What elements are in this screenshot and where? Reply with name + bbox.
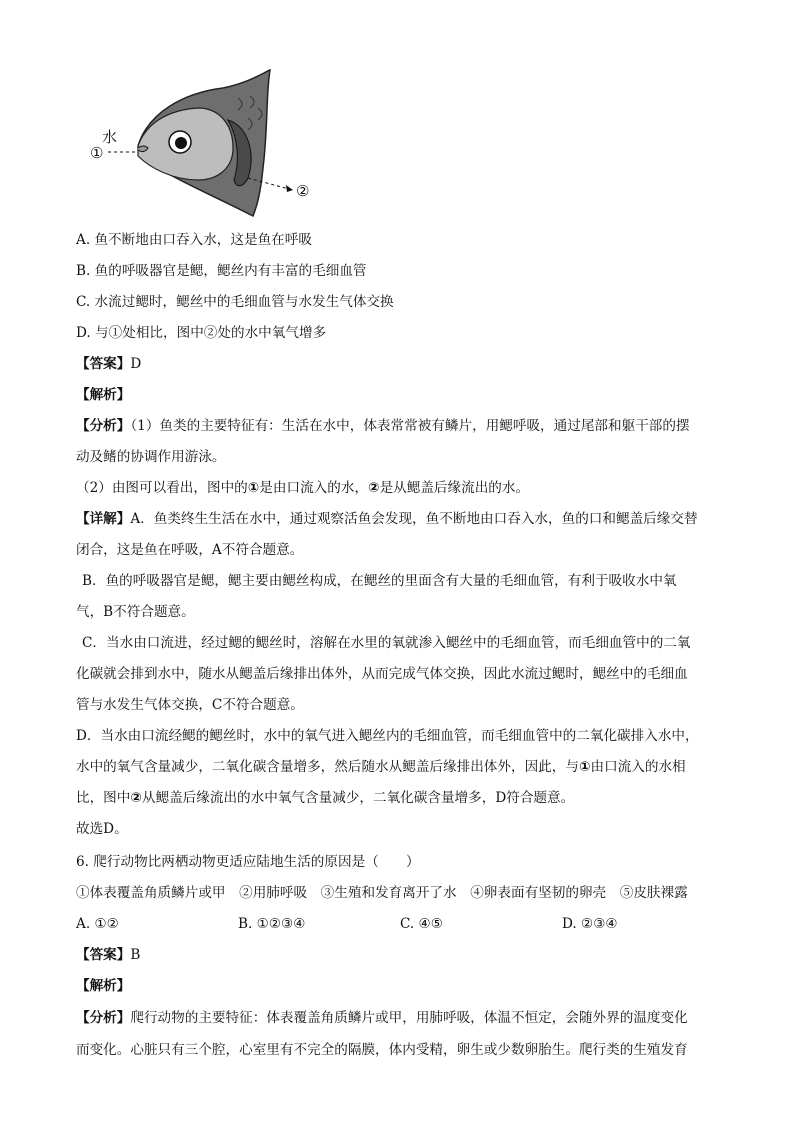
q5-option-c: C. 水流过鳃时，鳃丝中的毛细血管与水发生气体交换 <box>76 294 394 310</box>
q5-detail-c1: C．当水由口流进，经过鳃的鳃丝时，溶解在水里的氧就渗入鳃丝中的毛细血管，而毛细血管中的二氧 <box>82 635 691 651</box>
q5-conclusion: 故选D。 <box>76 821 128 837</box>
label-1: ① <box>90 144 104 162</box>
q5-option-a: A. 鱼不断地由口吞入水，这是鱼在呼吸 <box>76 232 312 248</box>
q6-fenxi-2: 而变化。心脏只有三个腔，心室里有不完全的隔膜，体内受精，卵生或少数卵胎生。爬行类的生殖发育 <box>76 1042 688 1058</box>
answer-tag: 【答案】 <box>76 356 131 372</box>
q6-option-a: A. ①② <box>76 916 119 932</box>
q5-detail-d2: 水中的氧气含量减少，二氧化碳含量增多，然后随水从鳃盖后缘排出体外，因此，与①由口流入的水相 <box>76 759 686 775</box>
answer-value: D <box>130 356 142 372</box>
fish-figure <box>88 68 328 218</box>
q6-option-c: C. ④⑤ <box>400 916 443 932</box>
fish-pupil <box>175 137 187 149</box>
label-2: ② <box>296 182 310 200</box>
q5-option-b: B. 鱼的呼吸器官是鳃，鳃丝内有丰富的毛细血管 <box>76 263 367 279</box>
q5-fenxi-1b: 动及鳍的协调作用游泳。 <box>76 449 226 465</box>
q6-analysis-heading: 【解析】 <box>76 978 131 994</box>
q5-detail-b1: B．鱼的呼吸器官是鳃，鳃主要由鳃丝构成，在鳃丝的里面含有大量的毛细血管，有利于吸收水中氧 <box>82 573 677 589</box>
q5-detail-b2: 气，B不符合题意。 <box>76 604 195 620</box>
q5-detail-a1: 【详解】A．鱼类终生生活在水中，通过观察活鱼会发现，鱼不断地由口吞入水，鱼的口和鳃盖后缘交替 <box>76 511 698 527</box>
q6-items: ①体表覆盖角质鳞片或甲 ②用肺呼吸 ③生殖和发育离开了水 ④卵表面有坚韧的卵壳 ⑤皮肤裸露 <box>76 885 688 901</box>
label-water: 水 <box>102 128 118 146</box>
q5-detail-c3: 管与水发生气体交换，C不符合题意。 <box>76 697 304 713</box>
q5-detail-d3: 比，图中②从鳃盖后缘流出的水中氧气含量减少，二氧化碳含量增多，D符合题意。 <box>76 790 575 806</box>
q6-fenxi-1: 【分析】爬行动物的主要特征：体表覆盖角质鳞片或甲，用肺呼吸，体温不恒定，会随外界的温度变化 <box>76 1010 688 1026</box>
q5-detail-a2: 闭合，这是鱼在呼吸，A不符合题意。 <box>76 542 304 558</box>
q5-fenxi-1a: 【分析】（1）鱼类的主要特征有：生活在水中，体表常常被有鳞片，用鳃呼吸，通过尾部和躯干部的摆 <box>76 418 690 434</box>
q6-option-d: D. ②③④ <box>562 916 618 932</box>
q5-fenxi-2: （2）由图可以看出，图中的①是由口流入的水，②是从鳃盖后缘流出的水。 <box>76 480 530 496</box>
q6-answer: 【答案】B <box>76 947 141 963</box>
q5-answer <box>76 354 141 374</box>
q5-detail-d1: D．当水由口流经鳃的鳃丝时，水中的氧气进入鳃丝内的毛细血管，而毛细血管中的二氧化碳排入水中， <box>76 728 699 744</box>
q6-option-b: B. ①②③④ <box>238 916 306 932</box>
q5-option-d: D. 与①处相比，图中②处的水中氧气增多 <box>76 325 327 341</box>
arrow-icon <box>286 185 293 192</box>
q5-detail-c2: 化碳就会排到水中，随水从鳃盖后缘排出体外，从而完成气体交换，因此水流过鳃时，鳃丝中的毛细血 <box>76 666 688 682</box>
q5-analysis-heading: 【解析】 <box>76 387 131 403</box>
fish-illustration <box>88 68 328 218</box>
q6-stem: 6. 爬行动物比两栖动物更适应陆地生活的原因是（ ） <box>76 854 420 870</box>
